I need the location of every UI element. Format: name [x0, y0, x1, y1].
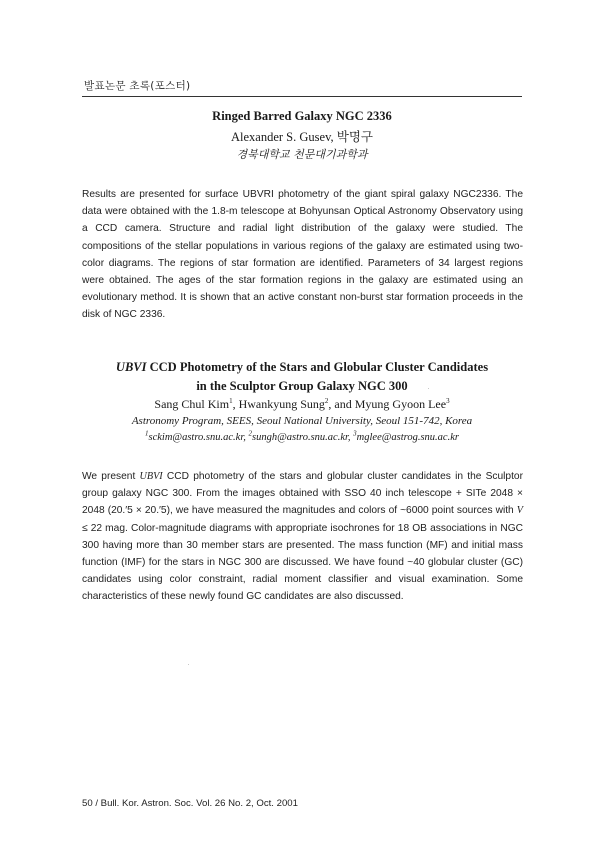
abstract-italic-v: V — [516, 505, 523, 517]
scan-speck — [188, 664, 189, 665]
author-2: , Hwankyung Sung — [232, 397, 325, 411]
paper2-affiliation: Astronomy Program, SEES, Seoul National University, Seoul 151-742, Korea — [131, 415, 473, 427]
email-2: sungh@astro.snu.ac.kr, — [252, 432, 354, 443]
abstract-pre: We present — [82, 471, 140, 482]
email-2-sup: 2 — [248, 429, 252, 438]
abstract-post: ≤ 22 mag. Color-magnitude diagrams with appropriate isochrones for 18 OB associations in NGC 300 having more than 30 member stars are presented. The mass function (MF) and initial mass function (IMF) for the stars in NGC 300 are discussed. We have found ~40 globular cluster (GC) candidates using color constraint, radial moment classifier and visual examination. Some characteristics of these newly found GC candidates are also discussed. — [82, 522, 523, 603]
paper1-abstract: Results are presented for surface UBVRI photometry of the giant spiral galaxy NGC2336. The data were obtained with the 1.8-m telescope at Bohyunsan Optical Astronomy Observatory using a CCD camera. Structure and radial light distribution of the galaxy were studied. The compositions of the stellar populations in various regions of the galaxy are estimated using two-color diagrams. The regions of star formation are identified. Parameters of 34 largest regions were obtained. The ages of the star formation regions in the galaxy are estimated using an evolutionary method. It is shown that an active constant non-burst star formation proceeds in the disk of NGC 2336. — [82, 189, 523, 321]
paper2-title-line1: CCD Photometry of the Stars and Globular Cluster Candidates — [146, 360, 489, 374]
abstract-italic: UBVI — [139, 471, 163, 482]
paper1-authors: Alexander S. Gusev, 박명구 — [231, 130, 373, 144]
email-3: mglee@astrog.snu.ac.kr — [356, 432, 459, 443]
author-3: , and Myung Gyoon Lee — [328, 397, 447, 411]
paper2-title-line2: in the Sculptor Group Galaxy NGC 300 — [196, 379, 408, 393]
paper2-title — [82, 358, 522, 396]
page-footer: 50 / Bull. Kor. Astron. Soc. Vol. 26 No. 2, Oct. 2001 — [82, 798, 298, 809]
email-1-sup: 1 — [145, 429, 149, 438]
email-1: sckim@astro.snu.ac.kr, — [148, 432, 249, 443]
paper1-affiliation: 경북대학교 천문대기과학과 — [236, 148, 368, 161]
paper1-title: Ringed Barred Galaxy NGC 2336 — [212, 109, 392, 123]
scan-speck — [428, 388, 429, 389]
paper2-authors — [82, 397, 522, 412]
section-label: 발표논문 초록(포스터) — [84, 80, 191, 92]
page-header — [82, 70, 522, 97]
email-3-sup: 3 — [353, 429, 357, 438]
paper2-emails — [82, 429, 522, 443]
author-1: Sang Chul Kim — [154, 397, 230, 411]
paper2-title-italic: UBVI — [115, 360, 147, 374]
author-2-sup: 2 — [324, 397, 329, 405]
author-1-sup: 1 — [229, 397, 233, 405]
abstract-mid: CCD photometry of the stars and globular cluster candidates in the Sculptor group galaxy NGC 300. From the images obtained with SSO 40 inch telescope + SITe 2048 × 2048 (20.′5 × 20.′5), we have measured the magnitudes and colors of ~6000 point sources with — [82, 471, 523, 517]
author-3-sup: 3 — [446, 397, 450, 405]
paper2-abstract — [82, 468, 523, 606]
